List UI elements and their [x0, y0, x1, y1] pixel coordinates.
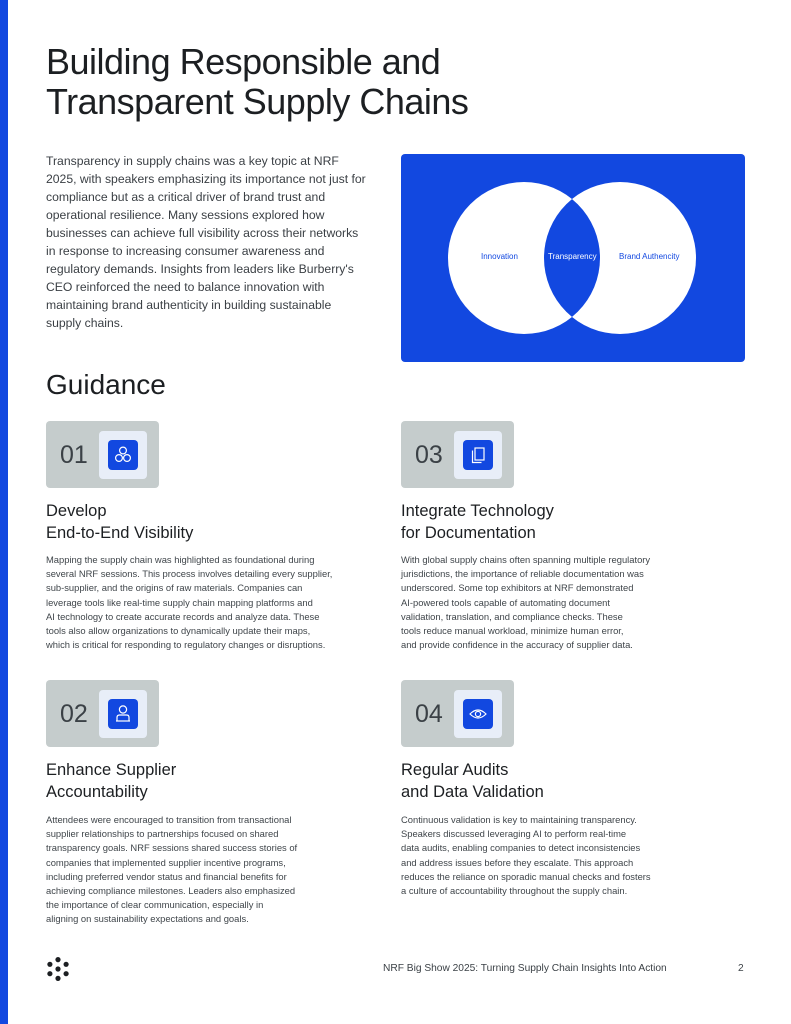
card-body-line: supplier relationships to partnerships focused on shared	[46, 828, 279, 840]
card-body-line: transparency goals. NRF sessions shared success stories of	[46, 842, 298, 854]
card-body-line: Speakers discussed leveraging AI to perform real-time	[401, 828, 627, 840]
number-badge	[46, 421, 159, 488]
card-body-line: data audits, enabling companies to detect inconsistencies	[401, 842, 641, 854]
card-title	[401, 759, 721, 803]
card-body	[401, 553, 731, 652]
card-body-line: validation, translation, and compliance checks. These	[401, 610, 623, 622]
page-title-line-2: Transparent Supply Chains	[46, 81, 469, 122]
badge-number: 01	[60, 441, 88, 469]
card-body-line: sub-supplier, and the origins of raw materials. Companies can	[46, 582, 303, 594]
left-accent-bar	[0, 0, 8, 1024]
card-body-line: jurisdictions, the importance of reliable documentation was	[401, 568, 644, 580]
card-title-line-2: End-to-End Visibility	[46, 524, 194, 542]
card-body-line: achieving compliance milestones. Leaders also emphasized	[46, 885, 296, 897]
intro-paragraph: Transparency in supply chains was a key topic at NRF 2025, with speakers emphasizing its importance not just for compliance but as a critical driver of brand trust and operational resilience. Many sessions explored how businesses can achieve full visibility across their networks in response to increasing consumer awareness and regulatory demands. Insights from leaders like Burberry's CEO reinforced the need to balance innovation with maintaining brand authenticity in building sustainable supply chains.	[46, 154, 366, 330]
user-icon	[108, 699, 138, 729]
venn-label-brand-authencity: Brand Authencity	[619, 252, 680, 261]
badge-number: 03	[415, 441, 443, 469]
number-badge	[46, 680, 159, 747]
eye-icon	[463, 699, 493, 729]
card-title-line-2: for Documentation	[401, 524, 536, 542]
card-title	[401, 500, 721, 544]
card-body-line: tools also allow organizations to dynamically update their maps,	[46, 625, 311, 637]
card-body-line: a culture of accountability throughout the supply chain.	[401, 885, 628, 897]
page-title	[46, 42, 566, 122]
card-body-line: companies that implemented supplier incentive programs,	[46, 856, 286, 868]
badge-number: 02	[60, 700, 88, 728]
card-body-line: the importance of clear communication, especially in	[46, 899, 264, 911]
documents-icon	[463, 440, 493, 470]
card-title-line-1: Regular Audits	[401, 761, 509, 779]
icon-tile	[454, 690, 502, 738]
card-title-line-2: Accountability	[46, 783, 148, 801]
card-body-line: which is critical for responding to regulatory changes or disruptions.	[46, 639, 326, 651]
guidance-heading: Guidance	[46, 369, 166, 400]
card-body	[46, 813, 376, 927]
card-body-line: and address issues before they escalate. This approach	[401, 856, 634, 868]
card-title-line-1: Develop	[46, 502, 107, 520]
venn-label-innovation: Innovation	[481, 252, 518, 261]
card-title-line-1: Enhance Supplier	[46, 761, 177, 779]
card-body-line: underscored. Some top exhibitors at NRF demonstrated	[401, 582, 634, 594]
icon-tile	[454, 431, 502, 479]
card-body-line: AI-powered tools capable of automating document	[401, 596, 610, 608]
card-body-line: Mapping the supply chain was highlighted as foundational during	[46, 554, 315, 565]
dots-logo-icon	[46, 957, 70, 986]
circles-icon	[108, 440, 138, 470]
number-badge	[401, 421, 514, 488]
page-title-line-1: Building Responsible and	[46, 41, 441, 82]
card-body-line: tools reduce manual workload, minimize human error,	[401, 625, 624, 637]
card-body-line: Attendees were encouraged to transition from transactional	[46, 814, 292, 825]
icon-tile	[99, 690, 147, 738]
page-number: 2	[738, 963, 744, 974]
card-body	[401, 813, 731, 898]
card-title	[46, 759, 366, 803]
card-body-line: reduces the reliance on sporadic manual checks and fosters	[401, 870, 651, 882]
card-body-line: Continuous validation is key to maintaining transparency.	[401, 814, 637, 825]
venn-label-transparency: Transparency	[548, 252, 597, 261]
footer-document-title: NRF Big Show 2025: Turning Supply Chain Insights Into Action	[383, 963, 667, 974]
card-title-line-2: and Data Validation	[401, 783, 544, 801]
card-body-line: including preferred vendor status and financial benefits for	[46, 870, 287, 882]
card-body	[46, 553, 376, 652]
card-body-line: and provide confidence in the accuracy of supplier data.	[401, 639, 633, 651]
badge-number: 04	[415, 700, 443, 728]
card-body-line: AI technology to create accurate records and analyze data. These	[46, 610, 320, 622]
card-body-line: leverage tools like real-time supply chain mapping platforms and	[46, 596, 313, 608]
card-title	[46, 500, 366, 544]
venn-diagram	[401, 154, 745, 362]
card-body-line: With global supply chains often spanning multiple regulatory	[401, 554, 651, 565]
card-body-line: aligning on sustainability expectations and goals.	[46, 913, 249, 925]
icon-tile	[99, 431, 147, 479]
number-badge	[401, 680, 514, 747]
card-body-line: several NRF sessions. This process involves detailing every supplier,	[46, 568, 333, 580]
card-title-line-1: Integrate Technology	[401, 502, 554, 520]
